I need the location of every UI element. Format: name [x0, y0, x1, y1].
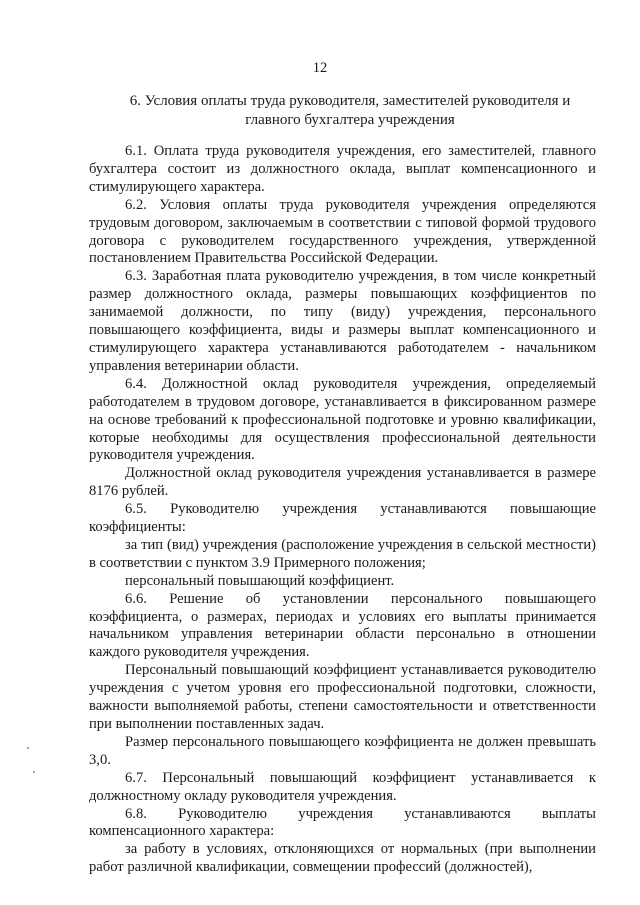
paragraph-6-4: 6.4. Должностной оклад руководителя учреждения, определяемый работодателем в трудовом договоре, устанавливается в фиксированном размере на основе требований к профессиональной подготовке и уровню квалификации, которые необходимы для осуществления профессиональной деятельности руководителя учреждения. [89, 375, 596, 464]
paragraph-personal-coefficient-basis: Персональный повышающий коэффициент устанавливается руководителю учреждения с учетом уровня его профессиональной подготовки, сложности, важности выполняемой работы, степени самостоятельности и ответственности при выполнении поставленных задач. [89, 662, 596, 732]
paragraph-compensation-conditions: за работу в условиях, отклоняющихся от нормальных (при выполнении работ различной квалификации, совмещении профессий (должностей), [89, 841, 596, 876]
section-heading-line-1: 6. Условия оплаты труда руководителя, заместителей руководителя и [129, 93, 571, 109]
paragraph-6-3: 6.3. Заработная плата руководителю учреждения, в том числе конкретный размер должностного оклада, размеры повышающих коэффициентов по занимаемой должности, по типу (виду) учреждения, персонального повышающего коэффициента, виды и размеры выплат компенсационного и стимулирующего характера устанавливаются работодателем - начальником управления ветеринарии области. [89, 268, 596, 374]
paragraph-6-2: 6.2. Условия оплаты труда руководителя учреждения определяются трудовым договором, заключаемым в соответствии с типовой формой трудового договора с руководителем государственного учреждения, утвержденной постановлением Правительства Российской Федерации. [89, 196, 596, 267]
paragraph-salary-amount: Должностной оклад руководителя учреждения устанавливается в размере 8176 рублей. [89, 465, 596, 500]
scan-speck [33, 771, 35, 773]
section-heading [100, 92, 600, 130]
paragraph-6-5: 6.5. Руководителю учреждения устанавливаются повышающие коэффициенты: [89, 501, 596, 536]
paragraph-coefficient-personal: персональный повышающий коэффициент. [125, 572, 395, 589]
paragraph-coefficient-type: за тип (вид) учреждения (расположение учреждения в сельской местности) в соответствии с пунктом 3.9 Примерного положения; [89, 536, 596, 571]
scan-speck [27, 747, 29, 749]
paragraph-6-1: 6.1. Оплата труда руководителя учреждения, его заместителей, главного бухгалтера состоит из должностного оклада, выплат компенсационного и стимулирующего характера. [89, 143, 596, 195]
paragraph-coefficient-limit: Размер персонального повышающего коэффициента не должен превышать 3,0. [89, 733, 596, 768]
paragraph-6-8: 6.8. Руководителю учреждения устанавливаются выплаты компенсационного характера: [89, 805, 596, 840]
paragraph-6-6: 6.6. Решение об установлении персонального повышающего коэффициента, о размерах, периодах и условиях его выплаты принимается начальником управления ветеринарии области персонально в отношении каждого руководителя учреждения. [89, 590, 596, 661]
paragraph-6-7: 6.7. Персональный повышающий коэффициент устанавливается к должностному окладу руководителя учреждения. [89, 769, 596, 804]
document-body [89, 143, 596, 877]
page-number: 12 [312, 60, 328, 76]
section-heading-line-2: главного бухгалтера учреждения [245, 112, 455, 128]
